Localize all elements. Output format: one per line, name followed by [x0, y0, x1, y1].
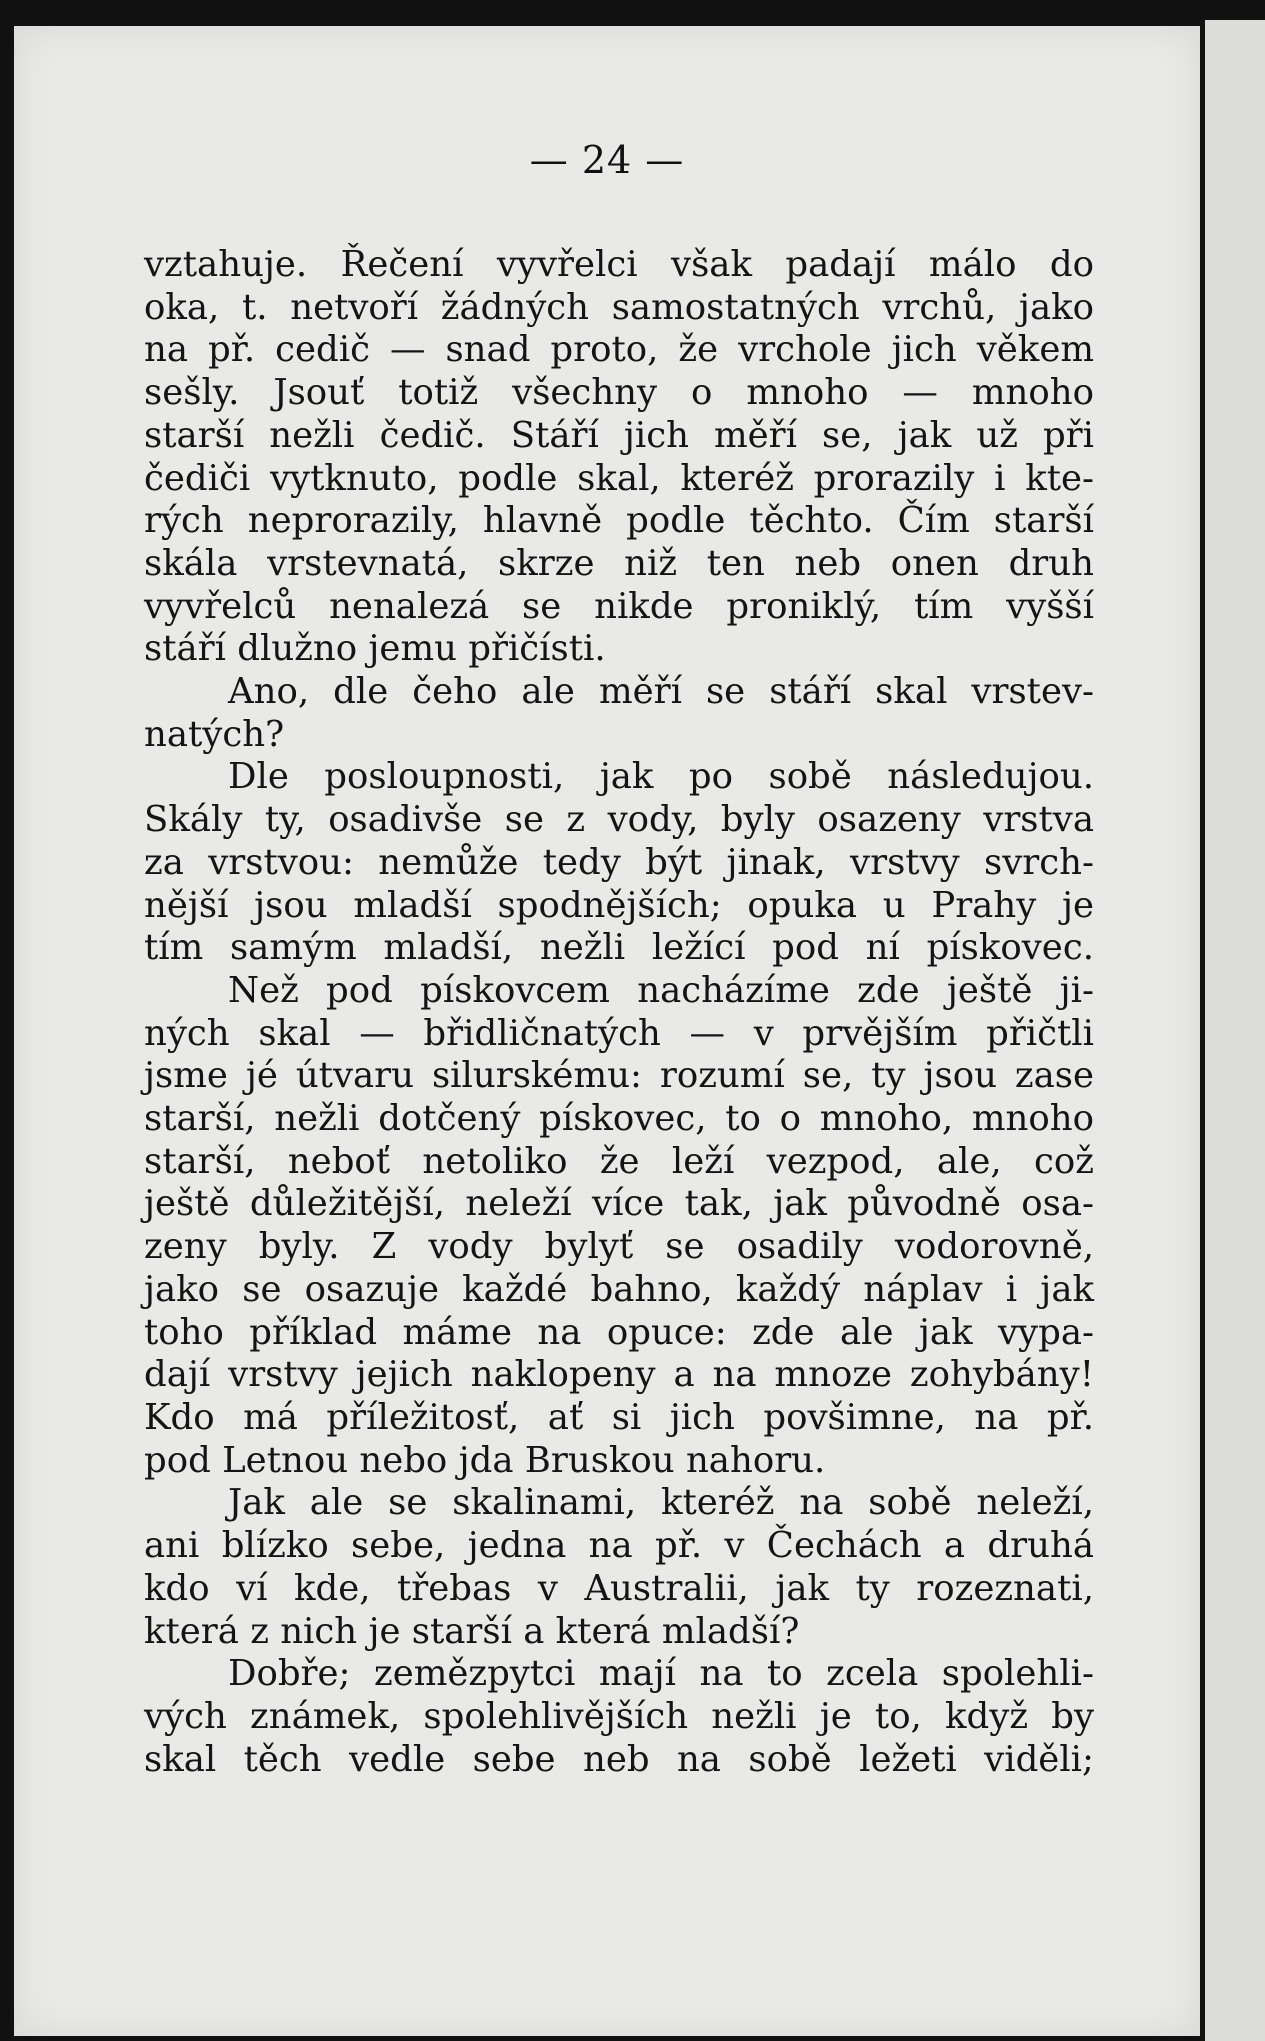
text-line: skal těch vedle sebe neb na sobě ležeti viděli;	[144, 1738, 1094, 1780]
text-line: kdo ví kde, třebas v Australii, jak ty rozeznati,	[144, 1567, 1094, 1609]
text-line: natých?	[144, 713, 285, 755]
text-line: Ano, dle čeho ale měří se stáří skal vrstev-	[228, 671, 1094, 713]
text-line: ještě důležitější, neleží více tak, jak původně osa-	[144, 1183, 1094, 1225]
text-line: stáří dlužno jemu přičísti.	[144, 628, 606, 670]
text-line: tím samým mladší, nežli ležící pod ní pískovec.	[144, 927, 1094, 969]
text-line: oka, t. netvoří žádných samostatných vrchů, jako	[144, 286, 1094, 328]
text-line: za vrstvou: nemůže tedy být jinak, vrstvy svrch-	[144, 841, 1094, 883]
body-text	[144, 244, 1094, 1781]
text-line: rých neprorazily, hlavně podle těchto. Čím starší	[144, 500, 1094, 542]
text-line: pod Letnou nebo jda Bruskou nahoru.	[144, 1439, 826, 1481]
text-line: vztahuje. Řečení vyvřelci však padají málo do	[144, 244, 1094, 285]
text-line: nější jsou mladší spodnějších; opuka u Prahy je	[144, 884, 1094, 926]
text-line: jako se osazuje každé bahno, každý náplav i jak	[144, 1268, 1094, 1310]
text-line: skála vrstevnatá, skrze niž ten neb onen druh	[144, 542, 1094, 584]
text-line: starší, nežli dotčený pískovec, to o mnoho, mnoho	[144, 1098, 1094, 1140]
text-line: zeny byly. Z vody bylyť se osadily vodorovně,	[144, 1226, 1094, 1268]
text-line: vyvřelců nenalezá se nikde proniklý, tím vyšší	[144, 585, 1094, 627]
text-line: sešly. Jsouť totiž všechny o mnoho — mnoho	[144, 372, 1094, 414]
book-page	[14, 26, 1200, 2036]
text-line: Skály ty, osadivše se z vody, byly osazeny vrstva	[144, 799, 1094, 841]
text-line: ných skal — břidličnatých — v prvějším přičtli	[144, 1012, 1094, 1054]
text-line: Dobře; zemězpytci mají na to zcela spolehli-	[228, 1653, 1094, 1695]
text-line: jsme jé útvaru silurskému: rozumí se, ty jsou zase	[144, 1055, 1094, 1097]
text-line: starší, neboť netoliko že leží vezpod, ale, což	[144, 1140, 1094, 1182]
text-line: Kdo má příležitosť, ať si jich povšimne, na př.	[144, 1396, 1094, 1438]
page-number: — 24 —	[529, 138, 685, 182]
text-line: Než pod pískovcem nacházíme zde ještě ji-	[228, 969, 1094, 1011]
text-line: čediči vytknuto, podle skal, kteréž prorazily i kte-	[144, 457, 1094, 499]
text-line: ani blízko sebe, jedna na př. v Čechách a druhá	[144, 1525, 1094, 1567]
text-line: Jak ale se skalinami, kteréž na sobě neleží,	[228, 1482, 1094, 1524]
text-line: vých známek, spolehlivějších nežli je to, když by	[144, 1695, 1094, 1737]
text-line: která z nich je starší a která mladší?	[144, 1610, 800, 1652]
text-line: dají vrstvy jejich naklopeny a na mnoze zohybány!	[144, 1354, 1094, 1396]
adjacent-page-edge	[1205, 20, 1265, 2041]
text-line: starší nežli čedič. Stáří jich měří se, jak už při	[144, 414, 1094, 456]
text-line: na př. cedič — snad proto, že vrchole jich věkem	[144, 329, 1094, 371]
text-line: toho příklad máme na opuce: zde ale jak vypa-	[144, 1311, 1094, 1353]
text-line: Dle posloupnosti, jak po sobě následujou.	[228, 756, 1094, 798]
